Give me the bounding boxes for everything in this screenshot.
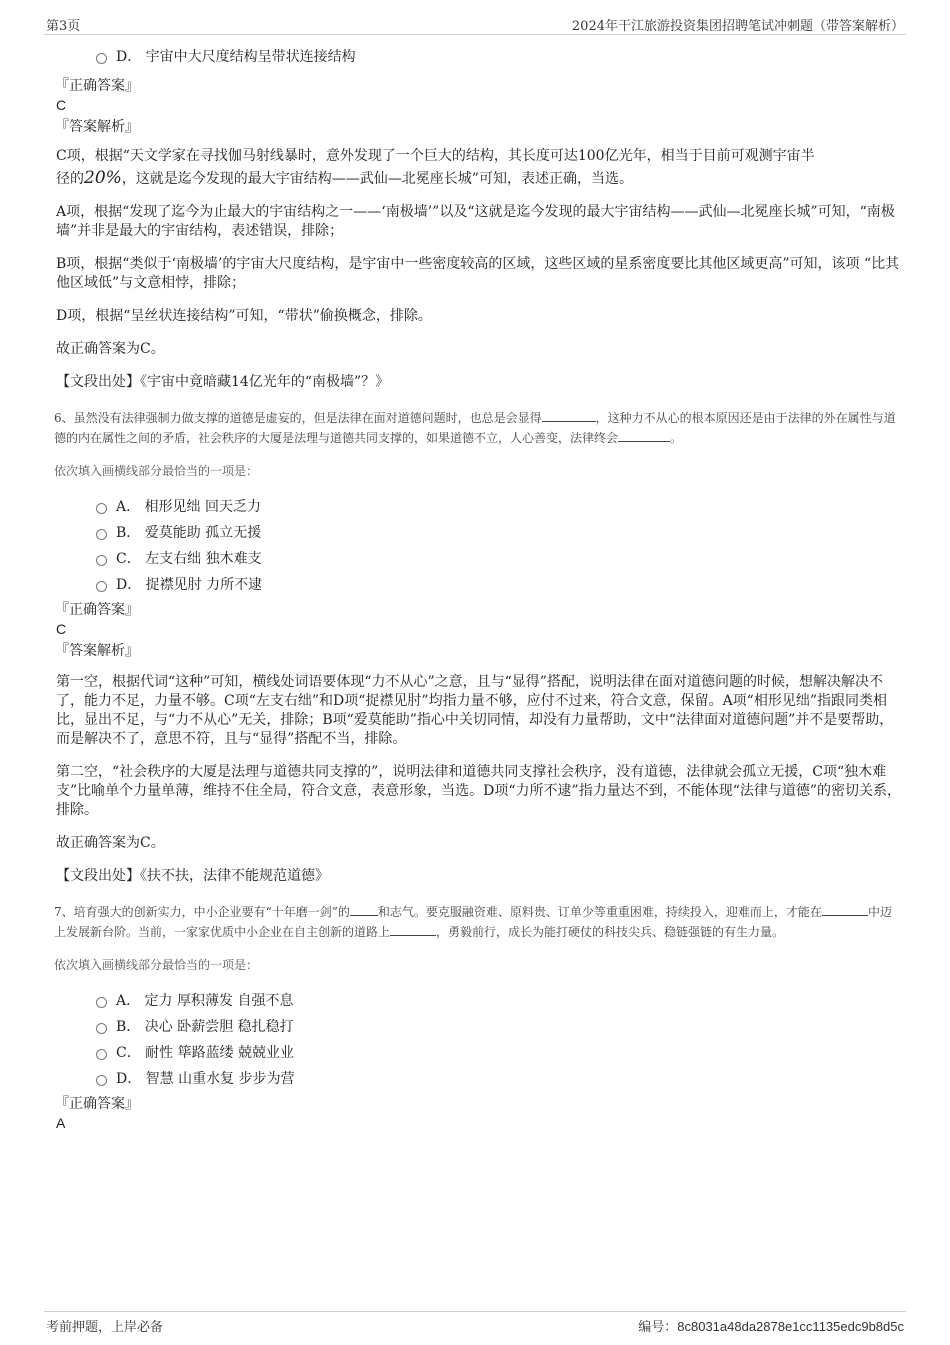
q5-analysis-b: B项，根据“类似于‘南极墙’的宇宙大尺度结构，是宇宙中一些密度较高的区域，这些区域的星系密度要比其他区域更高”可知，该项 “比其他区域低”与文意相悖，排除； bbox=[56, 256, 900, 291]
option-text: D． 宇宙中大尺度结构呈带状连接结构 bbox=[116, 49, 356, 65]
option-text: D． 捉襟见肘 力所不逮 bbox=[116, 577, 263, 593]
document-body bbox=[52, 40, 902, 1133]
q7-stem: 7、培育强大的创新实力，中小企业要有“十年磨一剑”的 和志气。要克服融资难、原料贵、订单少等重重困难，持续投入，迎难而上，才能在 中迈上发展新台阶。当前，一家家优质中小企业在自主创新的道路上 ，勇毅前行，成长为能打硬仗的科技尖兵、稳链强链的有生力量。 bbox=[54, 905, 892, 939]
option-text: A． 相形见绌 回天乏力 bbox=[116, 499, 262, 515]
q6-answer-label: 『正确答案』 bbox=[55, 602, 139, 618]
q5-analysis-a: A项，根据“发现了迄今为止最大的宇宙结构之一——‘南极墙’”以及“这就是迄今发现的最大宇宙结构——武仙—北冕座长城”可知，“南极墙”并非是最大的宇宙结构，表述错误，排除； bbox=[56, 204, 895, 239]
q7-answer-value: A bbox=[56, 1115, 66, 1131]
q5-answer-value: C bbox=[56, 97, 67, 113]
radio-icon[interactable] bbox=[96, 1023, 107, 1034]
blank-line bbox=[618, 429, 670, 442]
blank-line bbox=[822, 903, 868, 916]
radio-icon[interactable] bbox=[96, 1075, 107, 1086]
radio-icon[interactable] bbox=[96, 503, 107, 514]
page-header bbox=[44, 12, 906, 35]
q7-answer-label: 『正确答案』 bbox=[55, 1096, 139, 1112]
q6-analysis-second-blank: 第二空，“社会秩序的大厦是法理与道德共同支撑的”，说明法律和道德共同支撑社会秩序，没有道德，法律就会孤立无援，C项“独木难支”比喻单个力量单薄，维持不住全局，符合文意，表意形象，当选。D项“力所不逮”指力量达不到，不能体现“法律与道德”的密切关系，排除。 bbox=[56, 764, 902, 818]
math-percent: 20% bbox=[84, 168, 122, 188]
option-text: D． 智慧 山重水复 步步为营 bbox=[116, 1071, 295, 1087]
blank-line bbox=[390, 923, 436, 936]
q6-option-a[interactable] bbox=[52, 494, 902, 520]
q5-answer-label: 『正确答案』 bbox=[55, 78, 139, 94]
blank-line bbox=[350, 903, 378, 916]
q7-option-c[interactable] bbox=[52, 1040, 902, 1066]
q5-source: 【文段出处】《宇宙中竟暗藏14亿光年的“南极墙”？》 bbox=[56, 374, 390, 390]
radio-icon[interactable] bbox=[96, 555, 107, 566]
radio-icon[interactable] bbox=[96, 581, 107, 592]
radio-icon[interactable] bbox=[96, 53, 107, 64]
q6-prompt: 依次填入画横线部分最恰当的一项是： bbox=[54, 464, 259, 478]
q7-option-b[interactable] bbox=[52, 1014, 902, 1040]
q5-option-d[interactable] bbox=[52, 44, 902, 70]
page-footer bbox=[44, 1311, 906, 1342]
q6-answer-value: C bbox=[56, 621, 67, 637]
q6-conclusion: 故正确答案为C。 bbox=[56, 835, 165, 851]
page-number: 第3页 bbox=[46, 19, 81, 34]
radio-icon[interactable] bbox=[96, 1049, 107, 1060]
q7-option-a[interactable] bbox=[52, 988, 902, 1014]
blank-line bbox=[542, 409, 596, 422]
q6-option-c[interactable] bbox=[52, 546, 902, 572]
q5-analysis-c-line1: C项，根据“天文学家在寻找伽马射线暴时，意外发现了一个巨大的结构，其长度可达100亿光年，相当于目前可观测宇宙半 bbox=[56, 148, 815, 164]
document-code: 编号：8c8031a48da2878e1cc1135edc9b8d5c bbox=[638, 1319, 904, 1335]
option-text: B． 决心 卧薪尝胆 稳扎稳打 bbox=[116, 1019, 294, 1035]
q6-analysis-label: 『答案解析』 bbox=[55, 643, 139, 659]
q6-stem: 6、虽然没有法律强制力做支撑的道德是虚妄的，但是法律在面对道德问题时，也总是会显得 ，这种力不从心的根本原因还是由于法律的外在属性与道德的内在属性之间的矛盾，社会秩序的大厦是法理与道德共同支撑的，如果道德不立，人心善变，法律终会 。 bbox=[54, 411, 896, 445]
q6-source: 【文段出处】《扶不扶，法律不能规范道德》 bbox=[56, 868, 329, 884]
document-title: 2024年干江旅游投资集团招聘笔试冲刺题（带答案解析） bbox=[571, 19, 904, 34]
q5-conclusion: 故正确答案为C。 bbox=[56, 341, 165, 357]
option-text: B． 爱莫能助 孤立无援 bbox=[116, 525, 262, 541]
q6-analysis-first-blank: 第一空，根据代词“这种”可知，横线处词语要体现“力不从心”之意，且与“显得”搭配，说明法律在面对道德问题的时候，想解决解决不了，能力不足，力量不够。C项“左支右绌”和D项“捉襟见肘”均指力量不够，应付不过来，符合文意，保留。A项“相形见绌”指跟同类相比，显出不足，与“力不从心”无关，排除；B项“爱莫能助”指心中关切同情，却没有力量帮助，文中“法律面对道德问题”并不是要帮助，而是解决不了，意思不符，且与“显得”搭配不当，排除。 bbox=[56, 674, 894, 747]
q5-analysis-label: 『答案解析』 bbox=[55, 119, 139, 135]
option-text: C． 耐性 筚路蓝缕 兢兢业业 bbox=[116, 1045, 295, 1061]
q6-option-b[interactable] bbox=[52, 520, 902, 546]
q5-analysis-d: D项，根据“呈丝状连接结构”可知，“带状”偷换概念，排除。 bbox=[56, 308, 432, 324]
q6-option-d[interactable] bbox=[52, 572, 902, 598]
q5-analysis-c-line2: 径的20%，这就是迄今发现的最大宇宙结构——武仙—北冕座长城”可知，表述正确，当选。 bbox=[56, 168, 633, 188]
q7-option-d[interactable] bbox=[52, 1066, 902, 1092]
radio-icon[interactable] bbox=[96, 529, 107, 540]
option-text: A． 定力 厚积薄发 自强不息 bbox=[116, 993, 294, 1009]
radio-icon[interactable] bbox=[96, 997, 107, 1008]
option-text: C． 左支右绌 独木难支 bbox=[116, 551, 262, 567]
q7-prompt: 依次填入画横线部分最恰当的一项是： bbox=[54, 958, 259, 972]
footer-slogan: 考前押题，上岸必备 bbox=[46, 1320, 164, 1335]
